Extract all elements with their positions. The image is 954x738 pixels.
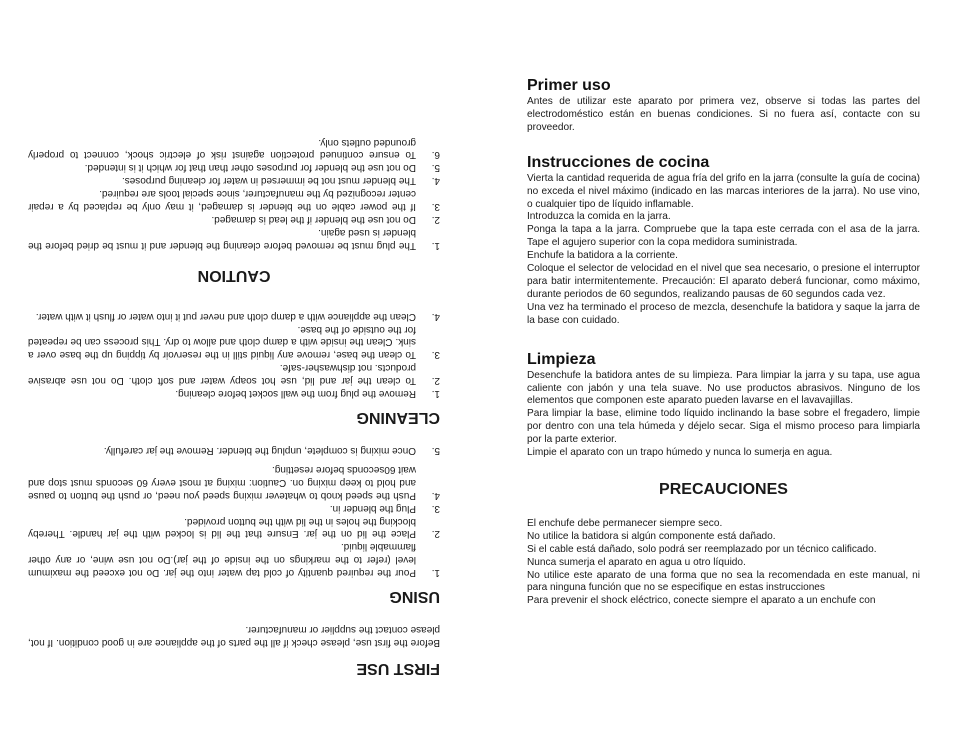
cleaning-item: 3. To clean the base, remove any liquid still in the reservoir by tipping up the base over a sink. Clean the inside with a damp cloth and allow to dry. This process can be repeated for the outside of the base. bbox=[28, 323, 440, 361]
limpieza-section bbox=[527, 350, 920, 460]
english-page-rotated bbox=[28, 88, 440, 678]
precauciones-paragraph: No utilice la batidora si algún componente está dañado. bbox=[527, 530, 776, 542]
limpieza-heading: Limpieza bbox=[527, 350, 596, 368]
instrucciones-paragraph: Introduzca la comida en la jarra. bbox=[527, 211, 671, 223]
caution-item: 4. The blender must not be immersed in water for cleaning purposes. bbox=[121, 175, 440, 187]
precauciones-paragraph: El enchufe debe permanecer siempre seco. bbox=[527, 517, 723, 529]
cleaning-item: 1. Remove the plug from the wall socket before cleaning. bbox=[175, 388, 440, 400]
using-item: 1. Pour the required quantity of cold tap water into the jar. Do not exceed the maximum level (refer to the markings on the inside of the jar).Do not use wine, or any other flammable liquid. bbox=[28, 541, 440, 579]
precauciones-paragraph: Para prevenir el shock eléctrico, conecte siempre el aparato a un enchufe con bbox=[527, 595, 876, 607]
cleaning-heading: CLEANING bbox=[356, 409, 440, 427]
cleaning-item: 2. To clean the jar and lid, use hot soapy water and soft cloth. Do not use abrasive products. not dishwasher-safe. bbox=[28, 362, 440, 387]
limpieza-paragraph: Para limpiar la base, elimine todo líquido inclinando la base sobre el fregadero, limpie por dentro con una tela húmeda y déjelo secar. Siga el mismo proceso para limpiarla por la parte exterior. bbox=[527, 408, 920, 446]
primer-uso-text: Antes de utilizar este aparato por primera vez, observe si todas las partes del electrodoméstico están en buenas condiciones. Si no fuera así, contacte con su proveedor. bbox=[527, 96, 920, 133]
primer-uso-section bbox=[527, 76, 920, 135]
caution-heading: CAUTION bbox=[197, 266, 271, 284]
first-use-section bbox=[28, 622, 440, 678]
instrucciones-paragraph: Enchufe la batidora a la corriente. bbox=[527, 250, 678, 262]
limpieza-paragraph: Limpie el aparato con un trapo húmedo y nunca lo sumerja en agua. bbox=[527, 447, 833, 459]
precauciones-paragraph: No utilice este aparato de una forma que no sea la recomendada en este manual, ni para ninguna función que no se especifique en estas instrucciones bbox=[527, 569, 920, 594]
first-use-heading: FIRST USE bbox=[356, 660, 440, 677]
instrucciones-section bbox=[527, 153, 920, 328]
caution-item: 3. If the power cable on the blender is damaged, it may only be replaced by a repair center recognized by the manufacturer, since special tools are required. bbox=[28, 188, 440, 213]
using-section bbox=[28, 443, 440, 606]
caution-section bbox=[28, 135, 440, 285]
spanish-page bbox=[527, 76, 920, 608]
instrucciones-heading: Instrucciones de cocina bbox=[527, 153, 710, 171]
caution-item: 5. Do not use the blender for purposes other than that for which it is intended. bbox=[84, 162, 440, 174]
using-item: 5. Once mixing is complete, unplug the blender. Remove the jar carefully. bbox=[103, 445, 440, 457]
first-use-text: Before the first use, please check if all the parts of the appliance are in good condition. If not, please contact the supplier or manufacturer. bbox=[28, 624, 440, 648]
limpieza-paragraph: Desenchufe la batidora antes de su limpieza. Para limpiar la jarra y su tapa, use agua caliente con jabón y una tela suave. No use productos abrasivos. Ninguno de los elementos que componen este aparato pueden lavarse en el lavavajillas. bbox=[527, 369, 920, 407]
precauciones-paragraph: Nunca sumerja el aparato en agua u otro líquido. bbox=[527, 556, 746, 568]
cleaning-item: 4. Clean the appliance with a damp cloth and never put it into water or flush it with water. bbox=[35, 310, 440, 322]
precauciones-paragraph: Si el cable está dañado, solo podrá ser reemplazado por un técnico calificado. bbox=[527, 543, 877, 555]
using-heading: USING bbox=[389, 588, 440, 606]
instrucciones-paragraph: Ponga la tapa a la jarra. Compruebe que la tapa este cerrada con el asa de la jarra. Tape el agujero superior con la copa medidora suministrada. bbox=[527, 224, 920, 249]
cleaning-section bbox=[28, 309, 440, 427]
instrucciones-paragraph: Coloque el selector de velocidad en el nivel que sea necesario, o presione el interruptor para batir intermitentemente. Precaución: El aparato deberá funcionar, como máximo, durante periodos de 60 segundos, realizando pausas de 60 segundos cada vez. bbox=[527, 263, 920, 300]
caution-item: 1. The plug must be removed before cleaning the blender and it must be dried before the blender is used again. bbox=[28, 226, 440, 251]
precauciones-heading: PRECAUCIONES bbox=[659, 480, 788, 498]
using-item: 4. Push the speed knob to whatever mixing speed you need, or push the button to pause and hold to keep mixing on. Caution: mixing at most every 60 seconds must stop and wait 60seconds before resetting. bbox=[28, 463, 440, 501]
primer-uso-heading: Primer uso bbox=[527, 77, 611, 94]
caution-item: 6. To ensure continued protection against risk of electric shock, connect to properly grounded outlets only. bbox=[28, 136, 440, 161]
instrucciones-paragraph: Una vez ha terminado el proceso de mezcla, desenchufe la batidora y saque la jarra de la base con cuidado. bbox=[527, 301, 920, 326]
precauciones-section bbox=[527, 480, 920, 608]
instrucciones-paragraph: Vierta la cantidad requerida de agua fría del grifo en la jarra (consulte la guía de cocina) no exceda el nivel máximo (indicado en las marcas interiores de la jarra). No use vino, o cualquier tipo de líquido inflamable. bbox=[527, 172, 920, 210]
using-item: 2. Place the lid on the jar. Ensure that the lid is locked with the jar handle. Thereby blocking the holes in the lid with the button provided. bbox=[28, 515, 440, 540]
using-item: 3. Plug the blender in. bbox=[329, 502, 440, 514]
caution-item: 2. Do not use the blender if the lead is damaged. bbox=[211, 213, 440, 225]
